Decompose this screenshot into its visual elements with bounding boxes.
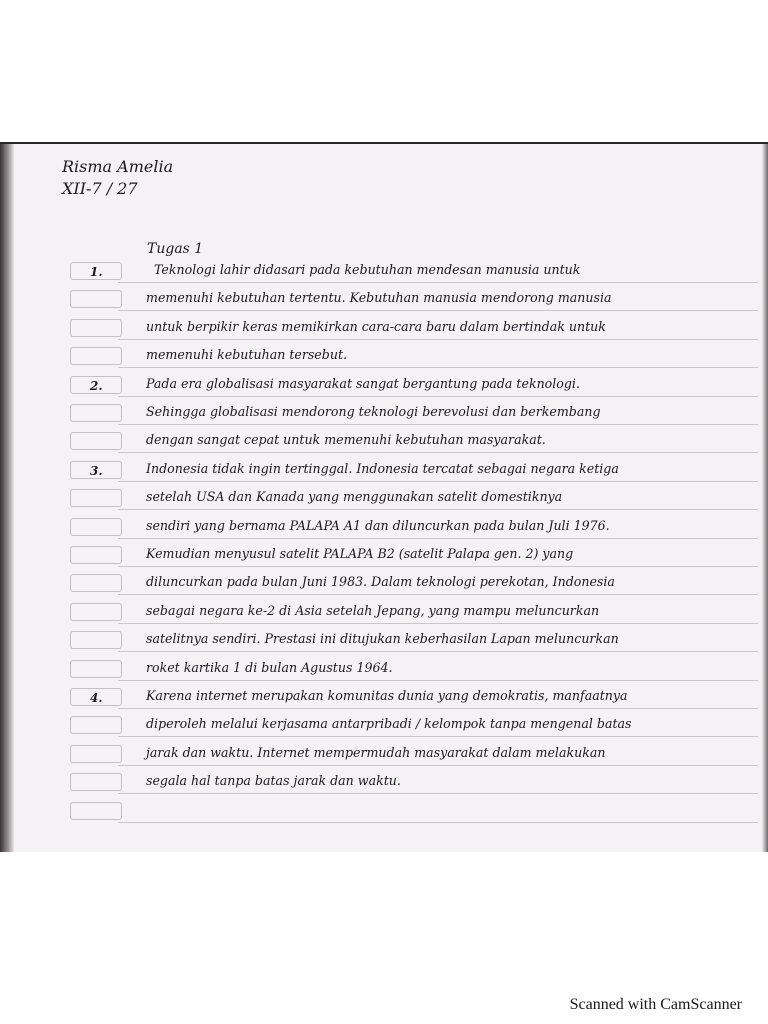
ruled-line [118,736,758,737]
answer-line: roket kartika 1 di bulan Agustus 1964. [146,660,393,675]
answer-line: memenuhi kebutuhan tersebut. [146,347,348,362]
margin-box [70,546,122,564]
ruled-line [118,623,758,624]
ruled-line [118,481,758,482]
answer-line: setelah USA dan Kanada yang menggunakan satelit domestiknya [146,489,563,504]
answer-line: jarak dan waktu. Internet mempermudah masyarakat dalam melakukan [146,745,606,760]
answer-line: dengan sangat cepat untuk memenuhi kebutuhan masyarakat. [146,432,546,447]
scanner-watermark: Scanned with CamScanner [569,996,742,1013]
margin-box [70,404,122,422]
answer-line: Teknologi lahir didasari pada kebutuhan mendesan manusia untuk [154,262,581,277]
margin-box [70,745,122,763]
margin-box [70,319,122,337]
margin-box [70,347,122,365]
answer-number: 1. [90,265,103,279]
ruled-line [118,651,758,652]
margin-box [70,489,122,507]
ruled-line [118,566,758,567]
answer-line: Pada era globalisasi masyarakat sangat bergantung pada teknologi. [146,376,580,391]
ruled-line [118,452,758,453]
margin-box [70,660,122,678]
answer-number: 4. [90,691,103,705]
student-name: Risma Amelia [62,157,174,176]
margin-box [70,603,122,621]
answer-line: diperoleh melalui kerjasama antarpribadi / kelompok tanpa mengenal batas [146,716,632,731]
answer-line: untuk berpikir keras memikirkan cara-cara baru dalam bertindak untuk [146,319,606,334]
ruled-line [118,282,758,283]
ruled-line [118,793,758,794]
ruled-line [118,538,758,539]
ruled-line [118,509,758,510]
answer-line: satelitnya sendiri. Prestasi ini ditujukan keberhasilan Lapan meluncurkan [146,631,619,646]
margin-box [70,631,122,649]
answer-line: Kemudian menyusul satelit PALAPA B2 (satelit Palapa gen. 2) yang [146,546,574,561]
ruled-line [118,339,758,340]
margin-box [70,518,122,536]
answer-line: Indonesia tidak ingin tertinggal. Indonesia tercatat sebagai negara ketiga [146,461,619,476]
margin-box [70,802,122,820]
answer-number: 3. [90,464,103,478]
ruled-line [118,708,758,709]
margin-box [70,290,122,308]
ruled-line [118,822,758,823]
margin-box [70,716,122,734]
assignment-title: Tugas 1 [147,241,204,257]
ruled-line [118,367,758,368]
answer-number: 2. [90,379,103,393]
answer-line: segala hal tanpa batas jarak dan waktu. [146,773,401,788]
ruled-line [118,765,758,766]
ruled-line [118,594,758,595]
answer-line: Karena internet merupakan komunitas dunia yang demokratis, manfaatnya [146,688,628,703]
margin-box [70,773,122,791]
answer-line: Sehingga globalisasi mendorong teknologi berevolusi dan berkembang [146,404,601,419]
ruled-line [118,396,758,397]
margin-box [70,432,122,450]
answer-line: sendiri yang bernama PALAPA A1 dan diluncurkan pada bulan Juli 1976. [146,518,610,533]
ruled-line [118,310,758,311]
answer-line: diluncurkan pada bulan Juni 1983. Dalam teknologi perekotan, Indonesia [146,574,615,589]
answer-line: memenuhi kebutuhan tertentu. Kebutuhan manusia mendorong manusia [146,290,612,305]
student-class: XII-7 / 27 [62,179,138,198]
answer-line: sebagai negara ke-2 di Asia setelah Jepang, yang mampu meluncurkan [146,603,600,618]
notebook-page [0,142,768,852]
ruled-line [118,680,758,681]
ruled-line [118,424,758,425]
margin-box [70,574,122,592]
